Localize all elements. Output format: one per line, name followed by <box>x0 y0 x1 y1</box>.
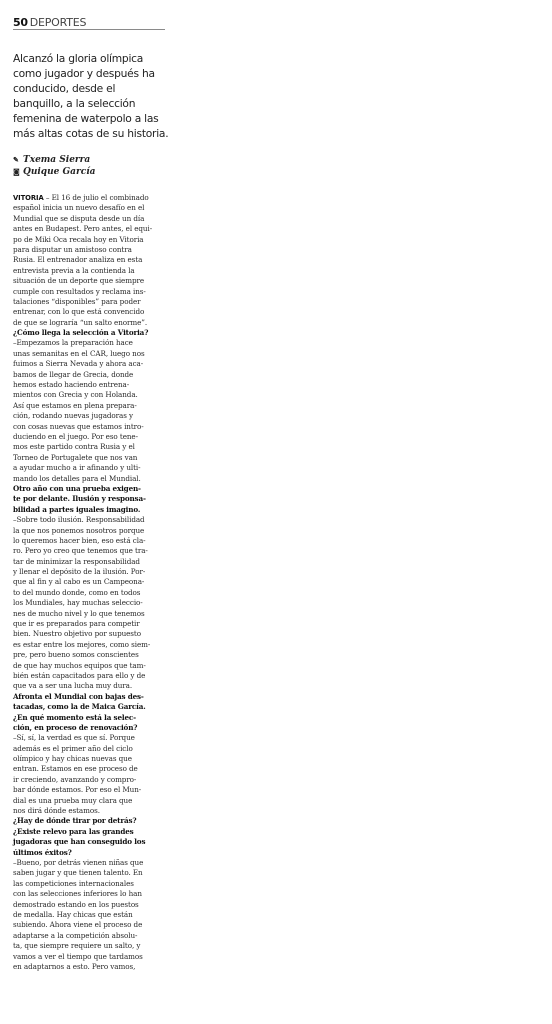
body-line: –Empezamos la preparación hace <box>13 338 133 348</box>
body-line: talaciones “disponibles” para poder <box>13 296 141 306</box>
lead-text: – El 16 de julio el combinado <box>43 193 149 202</box>
section-name: DEPORTES <box>29 16 87 29</box>
body-line: Torneo de Portugalete que nos van <box>13 452 138 462</box>
standfirst <box>13 51 169 141</box>
body-line: olímpico y hay chicas nuevas que <box>13 754 132 764</box>
body-line: entrenar, con lo que está convencido <box>13 307 145 317</box>
question-line: bilidad a partes iguales imagino. <box>13 504 141 514</box>
body-line: dial es una prueba muy clara que <box>13 795 133 805</box>
article-body <box>13 193 165 972</box>
body-line: de que hay muchos equipos que tam- <box>13 660 146 670</box>
page-number: 50 <box>13 16 28 29</box>
body-line: entran. Estamos en ese proceso de <box>13 764 138 774</box>
body-line: y llenar el depósito de la ilusión. Por- <box>13 567 146 577</box>
body-line: saben jugar y que tienen talento. En <box>13 868 143 878</box>
body-line: po de Miki Oca recala hoy en Vitoria <box>13 234 144 244</box>
body-line: pre, pero bueno somos conscientes <box>13 650 139 660</box>
body-line: que ir es preparados para competir <box>13 619 140 629</box>
body-line: subiendo. Ahora viene el proceso de <box>13 920 143 930</box>
body-line: cumple con resultados y reclama ins- <box>13 286 146 296</box>
body-line: en adaptarnos a esto. Pero vamos, <box>13 961 136 971</box>
question-line: te por delante. Ilusión y responsa- <box>13 494 146 504</box>
body-line: mando los detalles para el Mundial. <box>13 473 141 483</box>
body-line: Rusia. El entrenador analiza en esta <box>13 255 143 265</box>
body-line: bar dónde estamos. Por eso el Mun- <box>13 785 142 795</box>
body-line: con cosas nuevas que estamos intro- <box>13 421 144 431</box>
body-line: además es el primer año del ciclo <box>13 743 133 753</box>
body-line: de medalla. Hay chicas que están <box>13 909 133 919</box>
byline <box>13 154 165 178</box>
photo-credit <box>13 166 165 178</box>
body-line: para disputar un amistoso contra <box>13 244 132 254</box>
body-line: las competiciones internacionales <box>13 878 134 888</box>
body-line: to del mundo donde, como en todos <box>13 587 141 597</box>
page-header <box>13 14 165 28</box>
pen-icon: ✎ <box>13 155 19 164</box>
question-line: ción, en proceso de renovación? <box>13 722 138 732</box>
question-line: ¿Hay de dónde tirar por detrás? <box>13 816 137 826</box>
body-line: es estar entre los mejores, como siem- <box>13 639 151 649</box>
body-line: duciendo en el juego. Por eso tene- <box>13 431 138 441</box>
body-line: unas semanitas en el CAR, luego nos <box>13 348 145 358</box>
body-line: entrevista previa a la contienda la <box>13 265 135 275</box>
body-line: situación de un deporte que siempre <box>13 276 144 286</box>
body-line: nos dirá dónde estamos. <box>13 806 100 816</box>
author-name: Txema Sierra <box>23 155 91 165</box>
camera-icon: ◙ <box>13 167 20 176</box>
body-line: hemos estado haciendo entrena- <box>13 380 130 390</box>
body-line: –Sí, sí, la verdad es que sí. Porque <box>13 733 135 743</box>
lead-line <box>13 193 165 203</box>
standfirst-line: banquillo, a la selección <box>13 97 136 110</box>
body-line: fuimos a Sierra Nevada y ahora aca- <box>13 359 144 369</box>
body-line: de que se lograría “un salto enorme”. <box>13 317 148 327</box>
body-line: Así que estamos en plena prepara- <box>13 400 137 410</box>
body-line: bien. Nuestro objetivo por supuesto <box>13 629 141 639</box>
standfirst-line: más altas cotas de su historia. <box>13 127 169 140</box>
question-line: ¿Existe relevo para las grandes <box>13 826 134 836</box>
body-line: –Bueno, por detrás vienen niñas que <box>13 858 144 867</box>
body-line: español inicia un nuevo desafío en el <box>13 203 145 213</box>
body-line: adaptarse a la competición absolu- <box>13 930 138 940</box>
question-line: jugadoras que han conseguido los <box>13 837 146 847</box>
body-line: a ayudar mucho a ir afinando y ulti- <box>13 463 141 473</box>
question-line: Afronta el Mundial con bajas des- <box>13 691 144 701</box>
body-line: que va a ser una lucha muy dura. <box>13 681 133 691</box>
author-credit <box>13 154 165 166</box>
question-line: ¿En qué momento está la selec- <box>13 712 136 722</box>
body-line: –Sobre todo ilusión. Responsabilidad <box>13 515 145 525</box>
body-line: lo queremos hacer bien, eso está cla- <box>13 535 146 545</box>
body-line: ir creciendo, avanzando y compro- <box>13 774 137 784</box>
dateline-city: VITORIA <box>13 194 44 202</box>
body-line: con las selecciones inferiores lo han <box>13 889 142 899</box>
body-line: la que nos ponemos nosotros porque <box>13 525 145 535</box>
question-line: ¿Cómo llega la selección a Vitoria? <box>13 328 149 338</box>
body-line: ta, que siempre requiere un salto, y <box>13 941 141 951</box>
question-line: Otro año con una prueba exigen- <box>13 483 141 493</box>
body-line: mos este partido contra Rusia y el <box>13 442 135 452</box>
question-line: tacadas, como la de Maica García. <box>13 702 146 712</box>
body-line: que al fin y al cabo es un Campeona- <box>13 577 145 587</box>
body-line: Mundial que se disputa desde un día <box>13 213 145 223</box>
body-line: demostrado estando en los puestos <box>13 899 139 909</box>
article-column <box>13 0 169 972</box>
header-rule <box>13 29 165 30</box>
question-line: últimos éxitos? <box>13 847 72 857</box>
body-line: antes en Budapest. Pero antes, el equi- <box>13 224 153 234</box>
standfirst-line: Alcanzó la gloria olímpica <box>13 52 144 65</box>
standfirst-line: conducido, desde el <box>13 82 116 95</box>
body-line: ción, rodando nuevas jugadoras y <box>13 411 134 421</box>
standfirst-line: como jugador y después ha <box>13 67 155 80</box>
body-line: nes de mucho nivel y lo que tenemos <box>13 608 145 618</box>
body-line: vamos a ver el tiempo que tardamos <box>13 951 143 961</box>
body-line: los Mundiales, hay muchas seleccio- <box>13 598 143 608</box>
photographer-name: Quique García <box>23 167 96 177</box>
body-line: mientos con Grecia y con Holanda. <box>13 390 138 400</box>
standfirst-line: femenina de waterpolo a las <box>13 112 159 125</box>
body-line: ro. Pero yo creo que tenemos que tra- <box>13 546 148 556</box>
body-line: bamos de llegar de Grecia, donde <box>13 369 134 379</box>
body-line: bién están capacitados para ello y de <box>13 670 146 680</box>
body-line: tar de minimizar la responsabilidad <box>13 556 140 566</box>
